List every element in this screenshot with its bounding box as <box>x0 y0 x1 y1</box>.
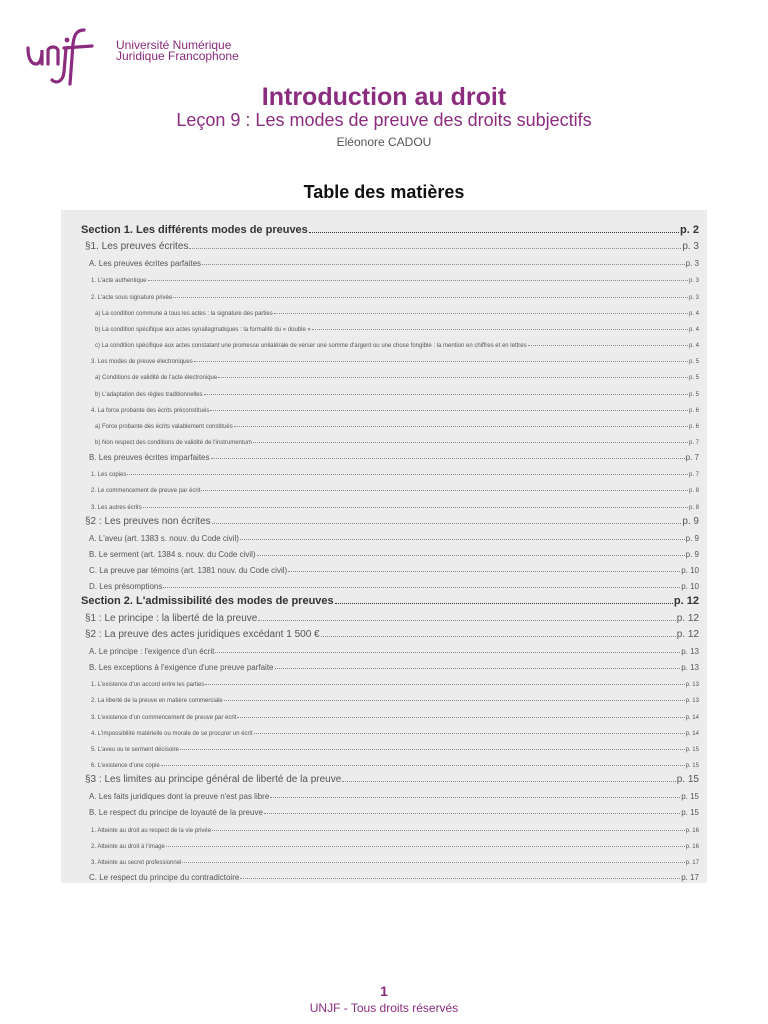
toc-entry-title: §3 : Les limites au principe général de liberté de la preuve <box>85 774 342 786</box>
toc-entry-title: A. L'aveu (art. 1383 s. nouv. du Code civil) <box>89 533 239 543</box>
toc-entry-title: b) L'adaptation des règles traditionnelles <box>95 391 203 398</box>
toc-dot-leader <box>127 474 688 475</box>
toc-dot-leader <box>166 846 685 847</box>
toc-entry-title: c) La condition spécifique aux actes constatant une promesse unilatérale de verser une somme d'argent ou une chose fongible : la mention en chiffres et en lettres <box>95 343 527 350</box>
toc-entry[interactable] <box>91 820 699 834</box>
logo-line-2: Juridique Francophone <box>116 49 239 63</box>
toc-dot-leader <box>212 830 685 831</box>
toc-entry[interactable] <box>91 270 699 284</box>
toc-entry[interactable] <box>89 529 699 543</box>
toc-entry[interactable] <box>81 593 699 607</box>
toc-entry-title: 2. L'acte sous signature privée <box>91 294 173 301</box>
toc-entry-page: p. 15 <box>676 774 699 786</box>
toc-entry[interactable] <box>95 367 699 381</box>
document-subtitle: Leçon 9 : Les modes de preuve des droits subjectifs <box>176 110 592 130</box>
toc-entry-title: §2 : La preuve des actes juridiques excédant 1 500 € <box>85 628 320 640</box>
toc-entry-page: p. 4 <box>688 326 699 333</box>
toc-entry-title: 5. L'aveu ou le serment décisoire <box>91 746 179 753</box>
toc-entry-title: 4. L'impossibilité matérielle ou morale de se procurer un écrit <box>91 730 253 737</box>
toc-entry-title: A. Le principe : l'exigence d'un écrit <box>89 646 215 656</box>
toc-entry[interactable] <box>91 836 699 850</box>
toc-dot-leader <box>254 733 685 734</box>
toc-entry-page: p. 3 <box>682 241 699 253</box>
unjf-logo <box>24 26 244 90</box>
toc-entry-page: p. 16 <box>685 843 699 850</box>
toc-entry-title: B. Les preuves écrites imparfaites <box>89 453 210 463</box>
toc-entry-page: p. 5 <box>688 359 699 366</box>
toc-entry-page: p. 6 <box>688 407 699 414</box>
toc-entry-page: p. 10 <box>681 566 699 576</box>
toc-dot-leader <box>202 264 685 265</box>
toc-entry[interactable] <box>95 416 699 430</box>
toc-entry[interactable] <box>85 771 699 785</box>
toc-dot-leader <box>312 329 688 330</box>
toc-entry[interactable] <box>91 480 699 494</box>
toc-entry[interactable] <box>91 674 699 688</box>
toc-entry-page: p. 3 <box>688 294 699 301</box>
toc-entry-page: p. 10 <box>681 582 699 592</box>
toc-entry[interactable] <box>85 513 699 527</box>
toc-entry-page: p. 14 <box>685 714 699 721</box>
toc-entry-title: 3. Atteinte au secret professionnel <box>91 859 182 866</box>
toc-entry-title: §1 : Le principe : la liberté de la preuve <box>85 612 258 624</box>
toc-entry[interactable] <box>91 707 699 721</box>
toc-entry-page: p. 3 <box>688 278 699 285</box>
toc-entry-title: C. Le respect du principe du contradictoire <box>89 873 240 882</box>
toc-entry-page: p. 5 <box>688 391 699 398</box>
toc-dot-leader <box>210 410 688 411</box>
toc-entry[interactable] <box>95 384 699 398</box>
toc-entry-title: 3. Les modes de preuve électroniques <box>91 359 193 366</box>
footer-copyright: UNJF - Tous droits réservés <box>309 1001 459 1015</box>
toc-dot-leader <box>240 878 680 879</box>
toc-dot-leader <box>201 490 688 491</box>
toc-entry-page: p. 16 <box>685 827 699 834</box>
author-name: Eléonore CADOU <box>336 135 432 149</box>
toc-dot-leader <box>234 426 688 427</box>
toc-dot-leader <box>143 507 688 508</box>
logo-text <box>116 40 239 62</box>
toc-entry[interactable] <box>91 287 699 301</box>
toc-entry-title: 4. La force probante des écrits préconstitués <box>91 407 210 414</box>
toc-entry-title: 2. Le commencement de preuve par écrit <box>91 488 201 495</box>
toc-entry-title: Section 2. L'admissibilité des modes de preuves <box>81 595 334 608</box>
toc-entry-page: p. 8 <box>688 504 699 511</box>
toc-dot-leader <box>342 781 675 782</box>
toc-entry[interactable] <box>89 658 699 672</box>
toc-entry-title: 2. La liberté de la preuve en matière commerciale <box>91 698 223 705</box>
toc-entry-page: p. 8 <box>688 488 699 495</box>
toc-entry[interactable] <box>89 642 699 656</box>
toc-dot-leader <box>224 700 685 701</box>
toc-entry-page: p. 14 <box>685 730 699 737</box>
toc-entry[interactable] <box>89 254 699 268</box>
toc-entry-page: p. 15 <box>681 792 699 802</box>
toc-entry-page: p. 13 <box>685 682 699 689</box>
toc-entry[interactable] <box>95 432 699 446</box>
toc-dot-leader <box>258 620 675 621</box>
toc-entry-page: p. 9 <box>685 550 699 559</box>
toc-entry[interactable] <box>89 545 699 559</box>
toc-dot-leader <box>148 280 688 281</box>
logo-line-1: Université Numérique <box>116 38 232 52</box>
toc-entry[interactable] <box>91 690 699 704</box>
toc-entry-page: p. 7 <box>685 453 699 463</box>
toc-entry[interactable] <box>89 803 699 817</box>
toc-dot-leader <box>264 813 680 814</box>
toc-dot-leader <box>309 232 679 233</box>
toc-entry-page: p. 12 <box>673 595 699 608</box>
toc-dot-leader <box>161 765 685 766</box>
toc-entry-title: 6. L'existence d'une copie <box>91 762 160 769</box>
toc-entry[interactable] <box>89 868 699 882</box>
toc-entry-title: D. Les présomptions <box>89 582 163 592</box>
toc-entry[interactable] <box>95 319 699 333</box>
toc-entry-title: Section 1. Les différents modes de preuves <box>81 224 308 236</box>
toc-entry[interactable] <box>91 497 699 511</box>
toc-entry-title: 3. L'existence d'un commencement de preuve par écrit <box>91 714 237 721</box>
toc-entry-page: p. 17 <box>681 873 699 882</box>
toc-entry[interactable] <box>89 787 699 801</box>
toc-entry-page: p. 6 <box>688 423 699 430</box>
toc-entry-page: p. 17 <box>685 859 699 866</box>
toc-dot-leader <box>274 313 688 314</box>
toc-dot-leader <box>253 442 688 443</box>
toc-entry-page: p. 9 <box>685 533 699 543</box>
toc-entry[interactable] <box>91 723 699 737</box>
toc-entry[interactable] <box>85 626 699 640</box>
toc-entry-page: p. 2 <box>680 224 699 236</box>
toc-dot-leader <box>182 862 684 863</box>
toc-entry[interactable] <box>95 303 699 317</box>
page-number: 1 <box>380 983 388 999</box>
toc-dot-leader <box>240 539 685 540</box>
toc-entry-title: b) Non respect des conditions de validité de l'instrumentum <box>95 439 252 446</box>
toc-dot-leader <box>215 652 680 653</box>
toc-entry[interactable] <box>89 448 699 462</box>
toc-entry[interactable] <box>91 464 699 478</box>
toc-entry-title: a) La condition commune à tous les actes : la signature des parties <box>95 310 273 317</box>
toc-entry-title: C. La preuve par témoins (art. 1381 nouv. du Code civil) <box>89 566 288 576</box>
toc-entry-title: 1. Atteinte au droit au respect de la vie privée <box>91 827 212 834</box>
toc-entry-title: §1. Les preuves écrites <box>85 241 189 253</box>
toc-entry-page: p. 7 <box>688 439 699 446</box>
toc-dot-leader <box>335 603 673 604</box>
toc-entry-page: p. 15 <box>685 762 699 769</box>
toc-entry-title: b) La condition spécifique aux actes synallagmatiques : la formalité du « double » <box>95 326 311 333</box>
toc-entry-page: p. 4 <box>688 343 699 350</box>
toc-dot-leader <box>194 361 688 362</box>
toc-entry-title: B. Le respect du principe de loyauté de la preuve <box>89 808 263 818</box>
toc-dot-leader <box>205 684 684 685</box>
unjf-logo-icon <box>24 26 110 88</box>
toc-entry-title: 2. Atteinte au droit à l'image <box>91 843 165 850</box>
toc-dot-leader <box>270 797 680 798</box>
toc-dot-leader <box>163 587 680 588</box>
toc-dot-leader <box>288 571 680 572</box>
toc-dot-leader <box>211 458 685 459</box>
toc-entry-title: A. Les faits juridiques dont la preuve n'est pas libre <box>89 792 270 802</box>
toc-entry[interactable] <box>95 335 699 349</box>
toc-dot-leader <box>173 297 688 298</box>
toc-entry-page: p. 7 <box>688 472 699 479</box>
toc-dot-leader <box>275 668 681 669</box>
toc-entry-page: p. 15 <box>685 746 699 753</box>
toc-entry-page: p. 5 <box>688 375 699 382</box>
toc-entry-page: p. 15 <box>681 808 699 818</box>
toc-entry-title: 1. L'acte authentique <box>91 278 147 285</box>
toc-entry[interactable] <box>89 577 699 591</box>
toc-entry-title: B. Les exceptions à l'exigence d'une preuve parfaite <box>89 663 274 673</box>
toc-entry-title: a) Force probante des écrits valablement constitués <box>95 423 233 430</box>
toc-entry[interactable] <box>89 561 699 575</box>
toc-dot-leader <box>528 345 688 346</box>
toc-dot-leader <box>189 248 681 249</box>
toc-entry[interactable] <box>85 610 699 624</box>
toc-entry[interactable] <box>91 755 699 769</box>
toc-entry[interactable] <box>85 238 699 252</box>
toc-entry[interactable] <box>91 351 699 365</box>
toc-entry-page: p. 13 <box>685 698 699 705</box>
toc-entry[interactable] <box>81 222 699 236</box>
toc-entry-page: p. 9 <box>682 515 699 527</box>
toc-dot-leader <box>180 749 685 750</box>
toc-entry[interactable] <box>91 852 699 866</box>
toc-entry-title: 1. L'existence d'un accord entre les parties <box>91 682 205 689</box>
toc-entry-title: B. Le serment (art. 1384 s. nouv. du Code civil) <box>89 550 256 559</box>
toc-entry-page: p. 12 <box>676 612 699 624</box>
toc-entry-title: A. Les preuves écrites parfaites <box>89 259 202 269</box>
toc-dot-leader <box>257 555 685 556</box>
toc-dot-leader <box>218 377 688 378</box>
toc-dot-leader <box>237 717 684 718</box>
toc-entry-title: 3. Les autres écrits <box>91 504 142 511</box>
toc-entry[interactable] <box>91 400 699 414</box>
toc-heading: Table des matières <box>303 182 465 202</box>
toc-entry-page: p. 13 <box>681 663 699 673</box>
toc-entry-page: p. 4 <box>688 310 699 317</box>
toc-dot-leader <box>321 636 676 637</box>
toc-entry[interactable] <box>91 739 699 753</box>
table-of-contents <box>61 210 707 883</box>
toc-entry-page: p. 12 <box>676 628 699 640</box>
toc-entry-page: p. 13 <box>681 646 699 656</box>
toc-entry-title: a) Conditions de validité de l'acte électronique <box>95 375 218 382</box>
toc-entry-title: §2 : Les preuves non écrites <box>85 515 211 527</box>
toc-dot-leader <box>204 394 688 395</box>
toc-dot-leader <box>212 523 682 524</box>
toc-entry-title: 1. Les copies <box>91 472 127 479</box>
toc-entry-page: p. 3 <box>685 259 699 269</box>
document-title: Introduction au droit <box>261 83 507 111</box>
